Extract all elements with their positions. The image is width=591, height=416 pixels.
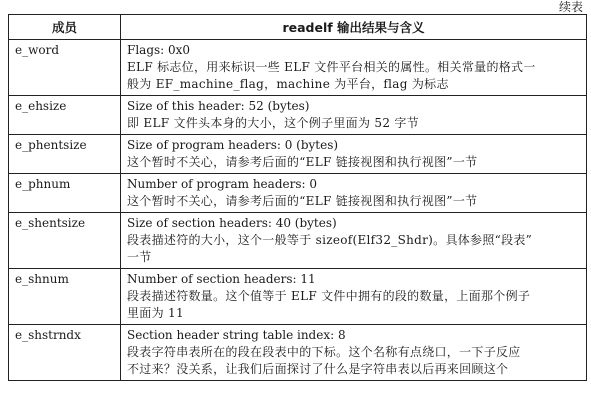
description-line: Size of program headers: 0 (bytes)	[127, 138, 339, 152]
description-line: 一节	[127, 250, 152, 264]
description-line: Number of program headers: 0	[127, 177, 317, 191]
description-line: 这个暂时不关心，请参考后面的“ELF 链接视图和执行视图”一节	[127, 155, 478, 169]
description-cell	[121, 40, 587, 96]
description-cell	[121, 135, 587, 174]
field-name-cell: e_shstrndx	[9, 325, 121, 381]
field-name-cell: e_ehsize	[9, 96, 121, 135]
field-name-cell: e_word	[9, 40, 121, 96]
description-cell	[121, 96, 587, 135]
field-name-cell: e_shentsize	[9, 213, 121, 269]
field-name-cell: e_phnum	[9, 174, 121, 213]
description-line: 段表描述符的大小，这个一般等于 sizeof(Elf32_Shdr)。具体参照“段表”	[127, 233, 533, 247]
description-line: Section header string table index: 8	[127, 328, 346, 342]
description-cell	[121, 213, 587, 269]
description-line: ELF 标志位，用来标识一些 ELF 文件平台相关的属性。相关常量的格式一	[127, 60, 536, 74]
description-line: Size of section headers: 40 (bytes)	[127, 216, 337, 230]
column-header-member: 成员	[9, 15, 121, 40]
description-line: 段表字符串表所在的段在段表中的下标。这个名称有点绕口，一下子反应	[127, 345, 521, 359]
description-cell	[121, 269, 587, 325]
description-cell	[121, 325, 587, 381]
table-row	[9, 174, 587, 213]
description-line: Size of this header: 52 (bytes)	[127, 99, 310, 113]
table-header-row	[9, 15, 587, 40]
table-row	[9, 40, 587, 96]
continued-label: 续表	[558, 0, 583, 14]
column-header-readelf-output: readelf 输出结果与含义	[121, 15, 587, 40]
table-row	[9, 269, 587, 325]
table-row	[9, 135, 587, 174]
description-line: 般为 EF_machine_flag，machine 为平台，flag 为标志	[127, 77, 449, 91]
elf-header-table	[8, 14, 587, 381]
table-row	[9, 325, 587, 381]
field-name-cell: e_shnum	[9, 269, 121, 325]
table-row	[9, 213, 587, 269]
field-name-cell: e_phentsize	[9, 135, 121, 174]
description-line: 里面为 11	[127, 306, 184, 320]
table-row	[9, 96, 587, 135]
description-line: 即 ELF 文件头本身的大小，这个例子里面为 52 字节	[127, 116, 419, 130]
description-line: Flags: 0x0	[127, 43, 191, 57]
description-line: 不过来？没关系，让我们后面探讨了什么是字符串表以后再来回顾这个	[127, 362, 509, 376]
description-line: 这个暂时不关心，请参考后面的“ELF 链接视图和执行视图”一节	[127, 194, 478, 208]
description-line: 段表描述符数量。这个值等于 ELF 文件中拥有的段的数量，上面那个例子	[127, 289, 531, 303]
description-cell	[121, 174, 587, 213]
description-line: Number of section headers: 11	[127, 272, 316, 286]
